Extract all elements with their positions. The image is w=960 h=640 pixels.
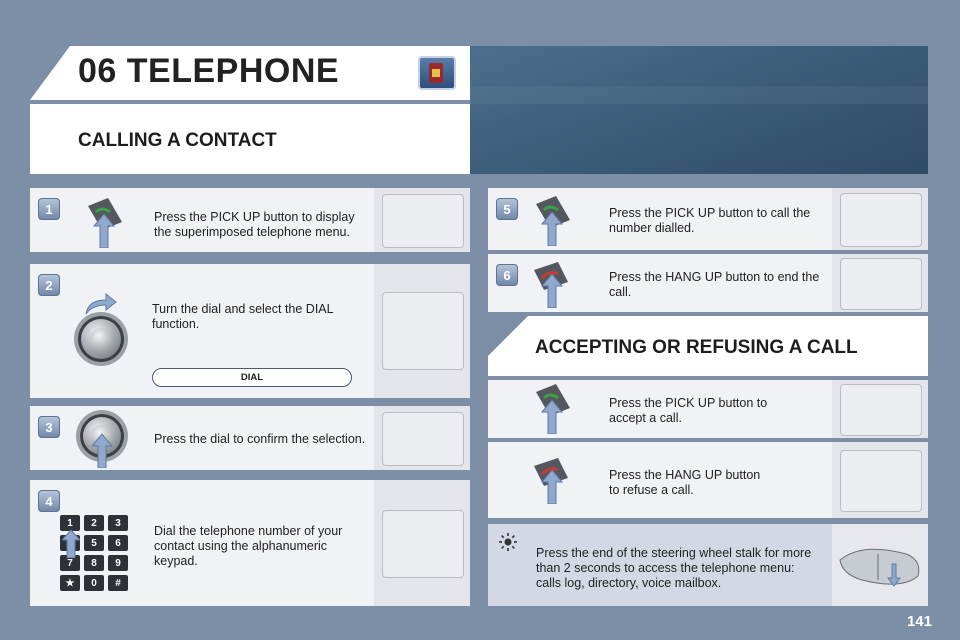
radio-console-icon <box>840 450 922 512</box>
page-number: 141 <box>906 613 932 630</box>
accepting-section-title: ACCEPTING OR REFUSING A CALL <box>535 337 858 358</box>
step-3-console-image <box>374 406 470 470</box>
pick-up-button-icon <box>530 194 576 251</box>
header-photo <box>470 46 928 174</box>
steering-stalk-image <box>832 524 928 606</box>
keypad-key: 1 <box>60 515 80 531</box>
step-4-badge: 4 <box>38 490 60 512</box>
tip-text: Press the end of the steering wheel stalk for more than 2 seconds to access the telephone menu: calls log, directory, voice mailbox. <box>536 546 812 590</box>
keypad-key: 2 <box>84 515 104 531</box>
press-arrow-icon <box>92 432 112 473</box>
pick-up-button-icon <box>82 196 128 253</box>
keypad-key: 7 <box>60 555 80 571</box>
step-5-badge: 5 <box>496 198 518 220</box>
refuse-call-text: Press the HANG UP button to refuse a call. <box>609 468 761 497</box>
radio-console-icon <box>382 510 464 578</box>
hang-up-button-icon <box>530 256 576 313</box>
refuse-call-console-image <box>832 442 928 518</box>
accept-call-text: Press the PICK UP button to accept a call. <box>609 396 768 425</box>
step-2-text: Turn the dial and select the DIAL function. <box>152 302 334 331</box>
page-title: 06 TELEPHONE <box>78 52 340 90</box>
step-6-console-image <box>832 254 928 312</box>
keypad-key: ★ <box>60 575 80 591</box>
dial-function-label: DIAL <box>152 368 352 387</box>
hang-up-button-icon <box>530 452 576 509</box>
keypad-key: 9 <box>108 555 128 571</box>
press-arrow-icon <box>62 528 80 563</box>
step-2-console-image <box>374 264 470 398</box>
step-2-badge: 2 <box>38 274 60 296</box>
radio-console-icon <box>382 412 464 466</box>
keypad-key: # <box>108 575 128 591</box>
radio-console-icon <box>840 193 922 247</box>
keypad-key: 6 <box>108 535 128 551</box>
step-3-badge: 3 <box>38 416 60 438</box>
calling-section-title: CALLING A CONTACT <box>78 130 277 151</box>
keypad-key: 5 <box>84 535 104 551</box>
dial-knob-icon <box>78 316 124 362</box>
step-4-text: Dial the telephone number of your contact using the alphanumeric keypad. <box>154 524 343 568</box>
step-1-badge: 1 <box>38 198 60 220</box>
step-1-text: Press the PICK UP button to display the superimposed telephone menu. <box>154 210 355 239</box>
step-6-badge: 6 <box>496 264 518 286</box>
keypad-key: 3 <box>108 515 128 531</box>
keypad-key: 0 <box>84 575 104 591</box>
accept-call-console-image <box>832 380 928 438</box>
radio-console-icon <box>840 384 922 436</box>
step-3-text: Press the dial to confirm the selection. <box>154 432 366 446</box>
step-6-text: Press the HANG UP button to end the call. <box>609 270 820 299</box>
sun-tip-icon <box>498 532 518 557</box>
telephone-section-icon <box>418 56 456 90</box>
steering-stalk-icon <box>832 524 928 606</box>
step-1-console-image <box>374 188 470 252</box>
keypad-key: 8 <box>84 555 104 571</box>
step-5-text: Press the PICK UP button to call the number dialled. <box>609 206 811 235</box>
step-4-console-image <box>374 480 470 606</box>
radio-console-icon <box>382 292 464 370</box>
radio-console-icon <box>382 194 464 248</box>
step-5-console-image <box>832 188 928 250</box>
pick-up-button-icon <box>530 382 576 439</box>
radio-console-icon <box>840 258 922 310</box>
